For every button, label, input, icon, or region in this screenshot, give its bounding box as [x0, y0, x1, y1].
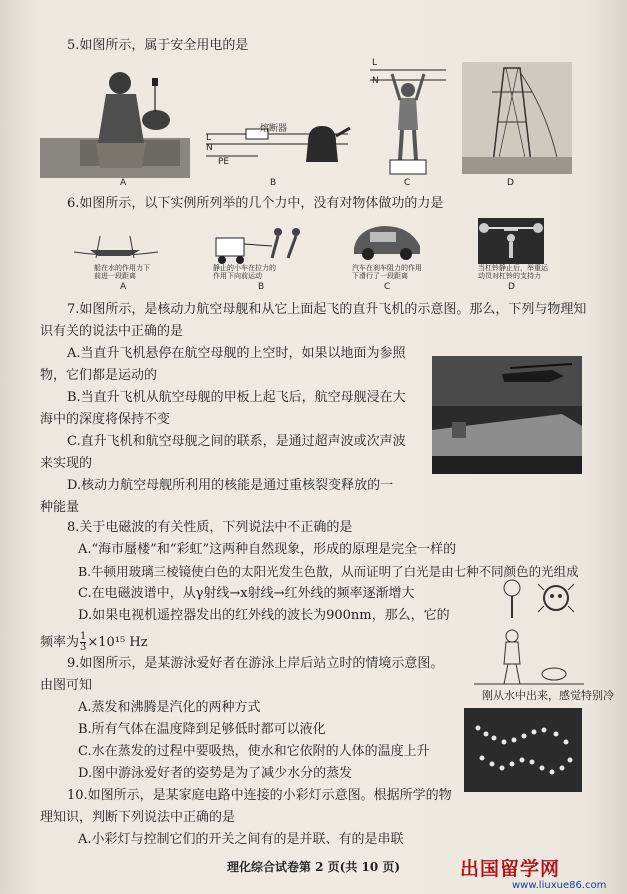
q7-aircraft-carrier-photo	[432, 356, 582, 474]
q8-option-c: C.在电磁波谱中，从γ射线→x射线→红外线的频率逐渐增大	[78, 586, 415, 601]
q5-label-a: A	[120, 178, 127, 188]
q7-option-a-line2: 物，它们都是运动的	[40, 368, 158, 383]
q7-option-d-line2: 种能量	[40, 500, 80, 515]
q7-stem-line1: 7.如图所示，是核动力航空母舰和从它上面起飞的直升飞机的示意图。那么，下列与物理知	[67, 302, 587, 317]
q5-label-b: B	[270, 178, 277, 188]
q8-option-a: A.“海市蜃楼”和“彩虹”这两种自然现象，形成的原理是完全一样的	[78, 542, 457, 557]
q9-option-a: A.蒸发和沸腾是汽化的两种方式	[78, 700, 261, 715]
q6-picture-b	[212, 224, 312, 268]
q8-freq-prefix: 频率为	[40, 635, 80, 650]
q6-label-b: B	[258, 282, 265, 292]
q8-option-b: B.牛顿用玻璃三棱镜使白色的太阳光发生色散，从而证明了白光是由七种不同颜色的光组成	[78, 564, 579, 579]
q6-picture-d	[478, 218, 544, 264]
q8-freq-suffix: ×10¹⁵ Hz	[87, 635, 148, 650]
q6-caption-b: 静止的小车在拉力的作用下向前运动	[213, 264, 276, 280]
q5-fuse-label: 熔断器	[260, 124, 288, 134]
q7-option-d-line1: D.核动力航空母舰所利用的核能是通过重核裂变释放的一	[67, 478, 394, 493]
q10-option-a: A.小彩灯与控制它们的开关之间有的是并联、有的是串联	[78, 832, 404, 847]
q8-frac-num: 1	[80, 631, 87, 642]
q9-option-d: D.图中游泳爱好者的姿势是为了减少水分的蒸发	[78, 766, 353, 781]
q6-label-a: A	[120, 282, 127, 292]
q8-remote-sun-picture	[492, 574, 582, 622]
q5-label-d: D	[507, 178, 514, 188]
q6-caption-c: 汽车在刹车阻力的作用下滑行了一段距离	[352, 264, 422, 280]
q7-option-c-line1: C.直升飞机和航空母舰之间的联系，是通过超声波或次声波	[67, 434, 406, 449]
q7-option-b-line2: 海中的深度将保持不变	[40, 412, 171, 427]
q7-option-b-line1: B.当直升飞机从航空母舰的甲板上起飞后，航空母舰浸在大	[67, 390, 406, 405]
watermark-url: www.liuxue86.com	[512, 880, 607, 891]
q6-picture-a	[70, 222, 162, 266]
q5-picture-a	[40, 68, 190, 178]
q9-stem-line2: 由图可知	[40, 678, 93, 693]
q6-caption-a: 船在水的作用力下前进一段距离	[94, 264, 150, 280]
q10-string-lights-photo	[464, 708, 582, 792]
q6-label-d: D	[508, 282, 515, 292]
watermark-cn: 出国留学网	[460, 858, 561, 880]
q8-frac-den: 3	[80, 642, 87, 653]
q8-fraction	[80, 632, 86, 653]
q9-option-b: B.所有气体在温度降到足够低时都可以液化	[78, 722, 326, 737]
q5-label-c: C	[404, 178, 411, 188]
q8-option-d-line1: D.如果电视机遥控器发出的红外线的波长为900nm，那么，它的	[78, 608, 450, 623]
q8-option-d-line2	[40, 632, 148, 653]
q5-n-label: N	[206, 143, 213, 153]
q6-picture-c	[348, 218, 426, 262]
q9-stem-line1: 9.如图所示，是某游泳爱好者在游泳上岸后站立时的情境示意图。	[67, 656, 444, 671]
q9-swimmer-picture	[474, 628, 584, 688]
q8-stem: 8.关于电磁波的有关性质，下列说法中不正确的是	[67, 520, 353, 535]
q5c-n-label: N	[372, 76, 379, 86]
q5c-l-label: L	[372, 58, 378, 68]
q5-picture-d	[462, 62, 572, 174]
q5-l-label: L	[206, 133, 212, 143]
q6-stem: 6.如图所示，以下实例所列举的几个力中，没有对物体做功的力是	[67, 196, 444, 211]
q5-picture-c	[368, 60, 448, 178]
q6-label-c: C	[384, 282, 391, 292]
q7-stem-line2: 识有关的说法中正确的是	[40, 324, 184, 339]
q9-option-c: C.水在蒸发的过程中要吸热，使水和它依附的人体的温度上升	[78, 744, 430, 759]
page-footer: 理化综合试卷第 2 页(共 10 页)	[226, 860, 401, 874]
q10-stem-line1: 10.如图所示，是某家庭电路中连接的小彩灯示意图。根据所学的物	[67, 788, 452, 803]
q6-caption-d: 当杠铃静止后，举重运动员对杠铃的支持力	[478, 264, 548, 280]
q5-stem: 5.如图所示，属于安全用电的是	[67, 38, 249, 53]
watermark	[460, 854, 607, 891]
q7-option-c-line2: 来实现的	[40, 456, 93, 471]
q5-pe-label: PE	[218, 157, 230, 167]
q10-stem-line2: 理知识，判断下列说法中正确的是	[40, 810, 236, 825]
q9-caption: 刚从水中出来，感觉特别冷	[482, 689, 614, 702]
q7-option-a-line1: A.当直升飞机悬停在航空母舰的上空时，如果以地面为参照	[67, 346, 406, 361]
